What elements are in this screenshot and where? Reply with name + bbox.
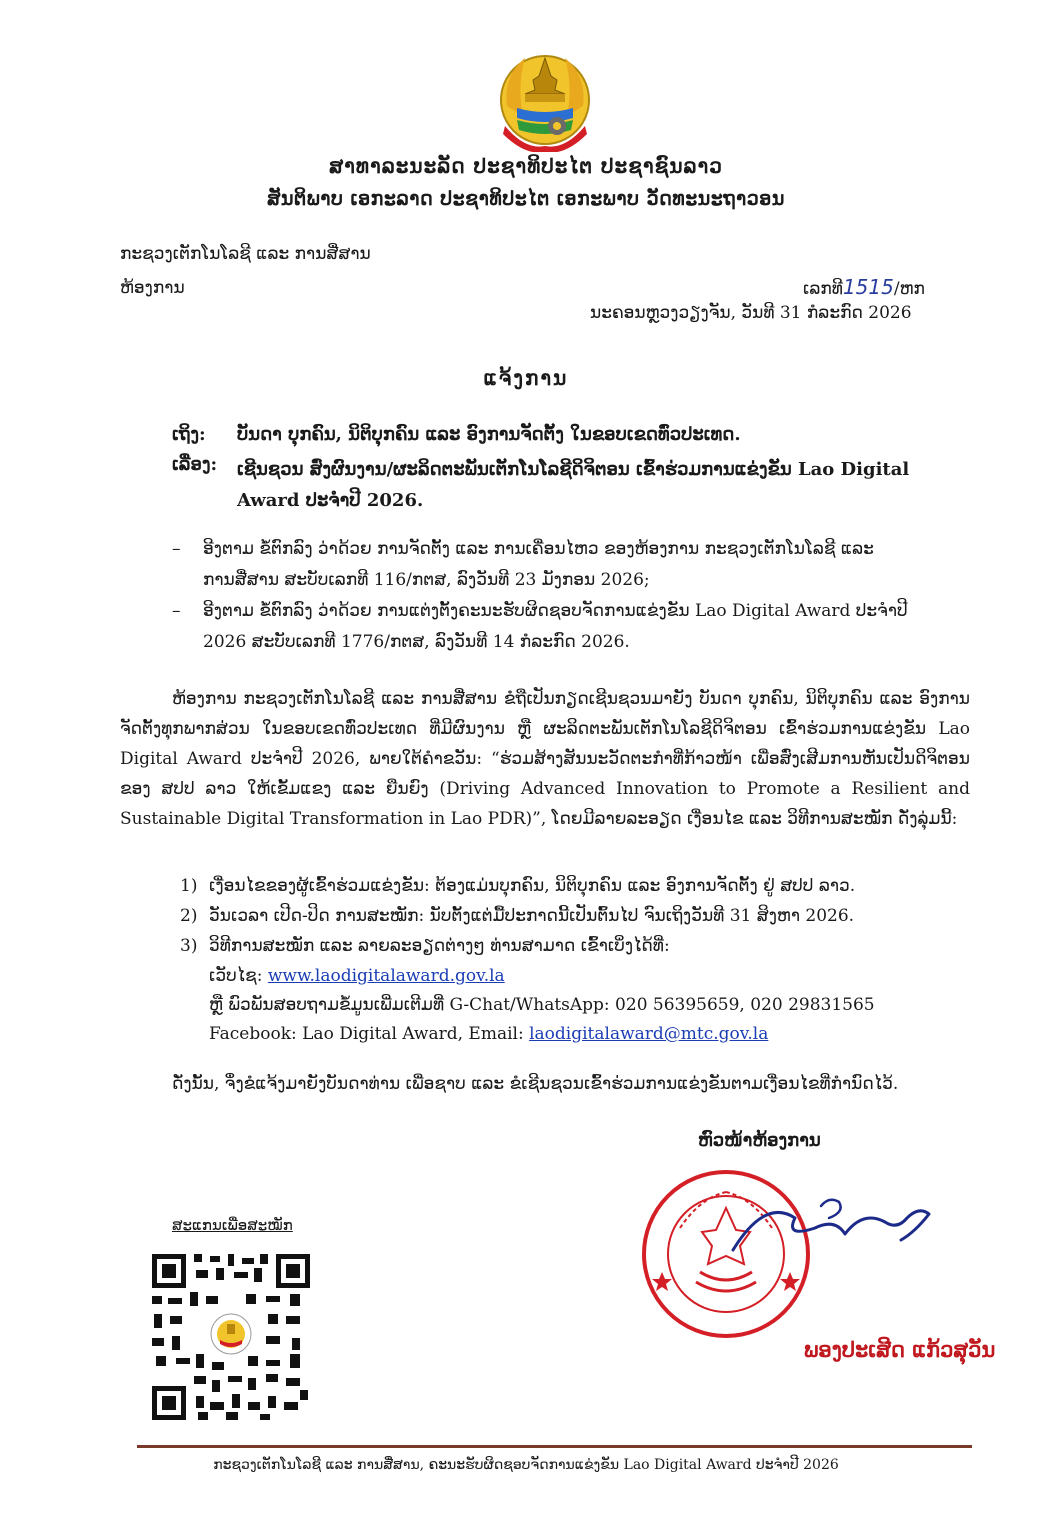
facebook-label: Facebook: Lao Digital Award, Email: <box>209 1024 530 1044</box>
office-name: ຫ້ອງການ <box>120 278 185 298</box>
republic-header: ສາທາລະນະລັດ ປະຊາທິປະໄຕ ປະຊາຊົນລາວ <box>329 154 723 178</box>
page-footer: ກະຊວງເຕັກໂນໂລຊີ ແລະ ການສື່ສານ, ຄະນະຮັບຜິດຊອບຈັດການແຂ່ງຂັນ Lao Digital Award ປະຈໍາປີ 2026 <box>213 1457 839 1473</box>
document-title: ແຈ້ງການ <box>483 366 569 390</box>
closing-paragraph: ດັ່ງນັ້ນ, ຈຶ່ງຂໍແຈ້ງມາຍັງບັນດາທ່ານ ເພື່ອຊາບ ແລະ ຂໍເຊີນຊວນເຂົ້າຮ່ວມການແຂ່ງຂັນຕາມເງື່ອນໄຂທີ່ກໍານົດໄວ້. <box>172 1074 899 1094</box>
reference-item <box>172 596 972 658</box>
list-item <box>180 876 855 896</box>
reference-item <box>172 534 972 596</box>
phone-line: ຫຼື ພົວພັນສອບຖາມຂໍ້ມູນເພີ່ມເຕີມທີ່ G-Chat/WhatsApp: 020 56395659, 020 29831565 <box>209 995 875 1015</box>
item-text: ວິທີການສະໝັກ ແລະ ລາຍລະອຽດຕ່າງໆ ທ່ານສາມາດ ເຂົ້າເບິ່ງໄດ້ທີ່: <box>209 936 670 956</box>
national-motto: ສັນຕິພາບ ເອກະລາດ ປະຊາທິປະໄຕ ເອກະພາບ ວັດທະນະຖາວອນ <box>267 188 785 210</box>
item-number: 3) <box>180 936 198 956</box>
website-line <box>209 966 505 986</box>
reference-line: ການສື່ສານ ສະບັບເລກທີ 116/ກຕສ, ລົງວັນທີ 23 ມັງກອນ 2026; <box>203 570 650 590</box>
reference-dash: – <box>172 539 181 559</box>
reference-dash: – <box>172 601 181 621</box>
doc-no-handwritten: 1515 <box>842 275 894 299</box>
list-item <box>180 936 670 956</box>
list-item <box>180 906 854 926</box>
qr-scan-label: ສະແກນເພື່ອສະໝັກ <box>172 1216 293 1234</box>
footer-rule <box>137 1445 972 1448</box>
facebook-email-line <box>209 1024 768 1044</box>
signer-name: ພອງປະເສີດ ແກ້ວສຸວັນ <box>804 1337 996 1362</box>
to-label: ເຖິງ: <box>172 424 206 445</box>
subject-text: ເຊີນຊວນ ສົ່ງຜົນງານ/ຜະລິດຕະພັນເຕັກໂນໂລຊີດິຈິຕອນ ເຂົ້າຮ່ວມການແຂ່ງຂັນ Lao Digital Award ປະຈໍາປີ 2026. <box>237 459 910 511</box>
item-number: 1) <box>180 876 198 896</box>
body-paragraph: ຫ້ອງການ ກະຊວງເຕັກໂນໂລຊີ ແລະ ການສື່ສານ ຂໍຖືເປັນກຽດເຊີນຊວນມາຍັງ ບັນດາ ບຸກຄົນ, ນິຕິບຸກຄົນ ແລະ ອົງການຈັດຕັ້ງທຸກພາກສ່ວນ ໃນຂອບເຂດທົ່ວປະເທດ ທີ່ມີຜົນງານ ຫຼື ຜະລິດຕະພັນເຕັກໂນໂລຊີດິຈິຕອນ ເຂົ້າຮ່ວມການແຂ່ງຂັນ Lao Digital Award ປະຈໍາປີ 2026, ພາຍໃຕ້ຄໍາຂວັນ: “ຮ່ວມສ້າງສັນນະວັດຕະກໍາທີ່ກ້າວໜ້າ ເພື່ອສົ່ງເສີມການຫັນເປັນດິຈິຕອນ ຂອງ ສປປ ລາວ ໃຫ້ເຂັ້ມແຂງ ແລະ ຍືນຍົງ (Driving Advanced Innovation to Promote a Resilient and Sustainable Digital Transformation in Lao PDR)”, ໂດຍມີລາຍລະອຽດ ເງື່ອນໄຂ ແລະ ວິທີການສະໝັກ ດັ່ງລຸ່ມນີ້: <box>120 689 970 829</box>
handwritten-signature <box>725 1188 935 1263</box>
reference-line: ອີງຕາມ ຂໍ້ຕົກລົງ ວ່າດ້ວຍ ການຈັດຕັ້ງ ແລະ ການເຄື່ອນໄຫວ ຂອງຫ້ອງການ ກະຊວງເຕັກໂນໂລຊີ ແລະ <box>203 539 874 559</box>
national-emblem-icon <box>495 46 595 152</box>
qr-code-icon[interactable] <box>150 1252 312 1422</box>
item-text: ເງື່ອນໄຂຂອງຜູ້ເຂົ້າຮ່ວມແຂ່ງຂັນ: ຕ້ອງແມ່ນບຸກຄົນ, ນິຕິບຸກຄົນ ແລະ ອົງການຈັດຕັ້ງ ຢູ່ ສປປ ລາວ. <box>209 876 856 896</box>
doc-no-suffix: /ຫກ <box>893 279 925 299</box>
subject-label: ເລື່ອງ: <box>172 454 218 475</box>
ministry-name: ກະຊວງເຕັກໂນໂລຊີ ແລະ ການສື່ສານ <box>120 244 371 264</box>
website-label: ເວັບໄຊ: <box>209 966 268 986</box>
item-number: 2) <box>180 906 198 926</box>
place-date: ນະຄອນຫຼວງວຽງຈັນ, ວັນທີ 31 ກໍລະກົດ 2026 <box>590 303 912 323</box>
reference-line: ອີງຕາມ ຂໍ້ຕົກລົງ ວ່າດ້ວຍ ການແຕ່ງຕັ້ງຄະນະຮັບຜິດຊອບຈັດການແຂ່ງຂັນ Lao Digital Award ປະຈໍາປີ <box>203 601 908 621</box>
to-text: ບັນດາ ບຸກຄົນ, ນິຕິບຸກຄົນ ແລະ ອົງການຈັດຕັ້ງ ໃນຂອບເຂດທົ່ວປະເທດ. <box>237 424 741 445</box>
document-number <box>803 275 925 299</box>
signatory-title: ຫົວໜ້າຫ້ອງການ <box>698 1130 821 1151</box>
item-text: ວັນເວລາ ເປີດ-ປິດ ການສະໝັກ: ນັບຕັ້ງແຕ່ມື້ປະກາດນີ້ເປັນຕົ້ນໄປ ຈົນເຖິງວັນທີ 31 ສິງຫາ 2026. <box>209 906 855 926</box>
doc-no-prefix: ເລກທີ <box>803 279 843 299</box>
reference-line: 2026 ສະບັບເລກທີ 1776/ກຕສ, ລົງວັນທີ 14 ກໍລະກົດ 2026. <box>203 632 630 652</box>
website-link[interactable]: www.laodigitalaward.gov.la <box>267 966 505 986</box>
email-link[interactable]: laodigitalaward@mtc.gov.la <box>529 1024 769 1044</box>
